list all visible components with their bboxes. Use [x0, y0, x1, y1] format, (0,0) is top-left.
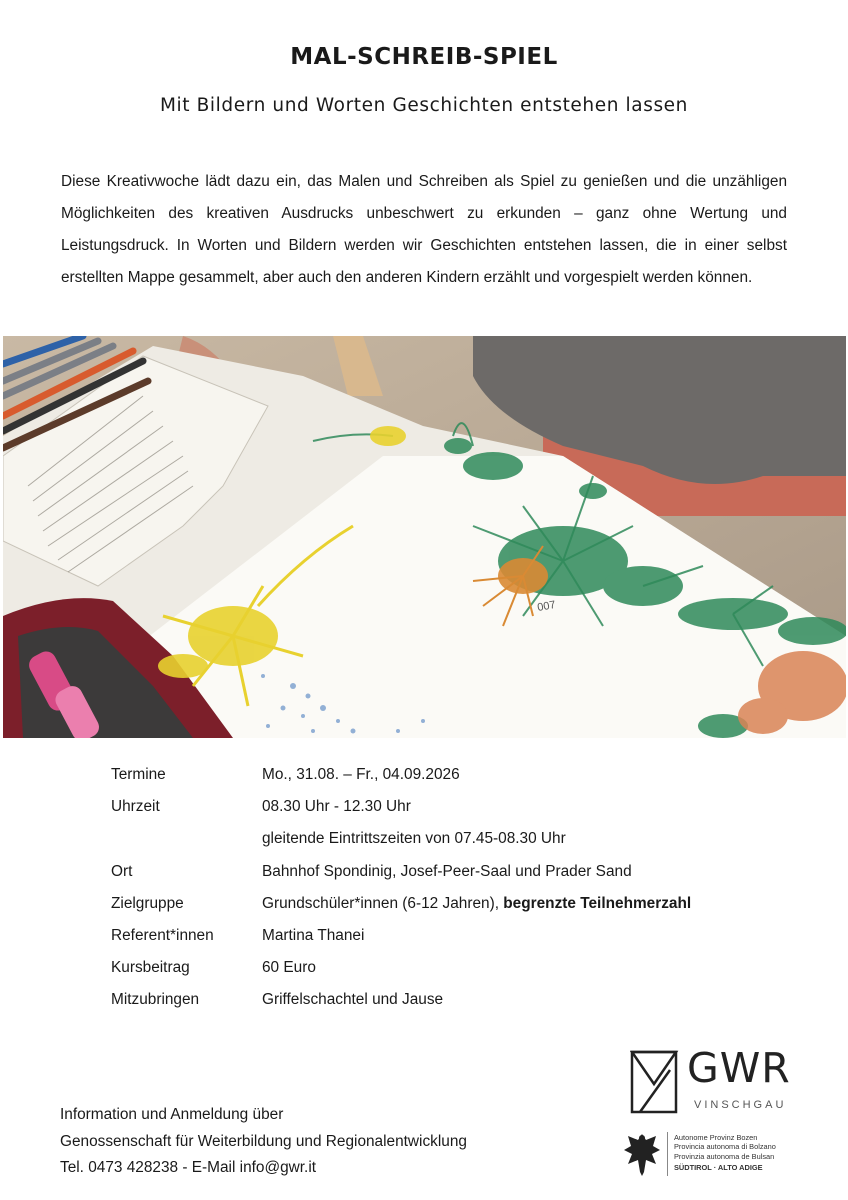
detail-value: Bahnhof Spondinig, Josef-Peer-Saal und Prader Sand [262, 862, 632, 880]
detail-label: Termine [111, 766, 166, 783]
intro-paragraph: Diese Kreativwoche lädt dazu ein, das Malen und Schreiben als Spiel zu genießen und die unzähligen Möglichkeiten des kreativen Ausdrucks unbeschwert zu erkunden – ganz ohne Wertung und Leistungsdruck. In Worten und Bildern werden wir Geschichten entstehen lassen, die in einer selbst erstellten Mappe gesammelt, aber auch den anderen Kindern erzählt und vorgespielt werden können. [61, 173, 787, 286]
detail-label: Ort [111, 862, 133, 880]
page-subtitle: Mit Bildern und Worten Geschichten entstehen lassen [159, 95, 688, 116]
province-line-it: Provincia autonoma di Bolzano [674, 1142, 776, 1152]
province-line-region: SÜDTIROL · ALTO ADIGE [674, 1163, 763, 1173]
province-logo [622, 1130, 792, 1180]
eagle-coat-of-arms-icon [622, 1130, 662, 1176]
detail-label: Referent*innen [111, 926, 214, 944]
detail-row-kursbeitrag [111, 959, 791, 991]
gwr-mark-icon [630, 1050, 680, 1114]
province-text [674, 1133, 776, 1173]
detail-value: 60 Euro [262, 959, 316, 977]
province-line-de: Autonome Provinz Bozen [674, 1133, 758, 1142]
detail-value [262, 895, 791, 913]
detail-value: Griffelschachtel und Jause [262, 991, 444, 1009]
contact-line: Information und Anmeldung über [60, 1106, 284, 1123]
detail-value: Martina Thanei [262, 926, 365, 944]
province-line-lad: Provinzia autonoma de Bulsan [674, 1151, 775, 1161]
gwr-logo-name: GWR [687, 1044, 791, 1092]
detail-value: Mo., 31.08. – Fr., 04.09.2026 [262, 766, 460, 783]
detail-label: Mitzubringen [111, 991, 200, 1009]
detail-value: 08.30 Uhr - 12.30 Uhr [262, 798, 411, 816]
detail-row-uhrzeit [111, 798, 791, 830]
detail-row-termine [111, 766, 791, 798]
detail-value-text: Grundschüler*innen (6-12 Jahren), [262, 894, 504, 912]
province-divider [667, 1132, 668, 1176]
detail-row-eintritt [111, 830, 791, 862]
detail-label: Kursbeitrag [111, 959, 190, 977]
contact-phone-email: Tel. 0473 428238 - E-Mail info@gwr.it [60, 1159, 317, 1176]
contact-info [60, 1102, 467, 1182]
gwr-logo [630, 1044, 800, 1118]
detail-row-zielgruppe [111, 895, 791, 927]
detail-value-bold: begrenzte Teilnehmerzahl [503, 894, 692, 912]
detail-row-mitzubringen [111, 991, 791, 1023]
page-title: MAL-SCHREIB-SPIEL [290, 44, 558, 70]
painting-photo [3, 336, 846, 738]
detail-value: gleitende Eintrittszeiten von 07.45-08.30 Uhr [262, 830, 566, 848]
contact-organisation: Genossenschaft für Weiterbildung und Regionalentwicklung [60, 1132, 467, 1150]
detail-row-ort [111, 863, 791, 895]
detail-row-referent [111, 927, 791, 959]
detail-label: Uhrzeit [111, 798, 160, 816]
gwr-logo-sub: VINSCHGAU [694, 1099, 787, 1111]
photo-drawing-label: 007 [536, 598, 557, 614]
course-details [111, 766, 791, 1024]
detail-label: Zielgruppe [111, 894, 184, 912]
